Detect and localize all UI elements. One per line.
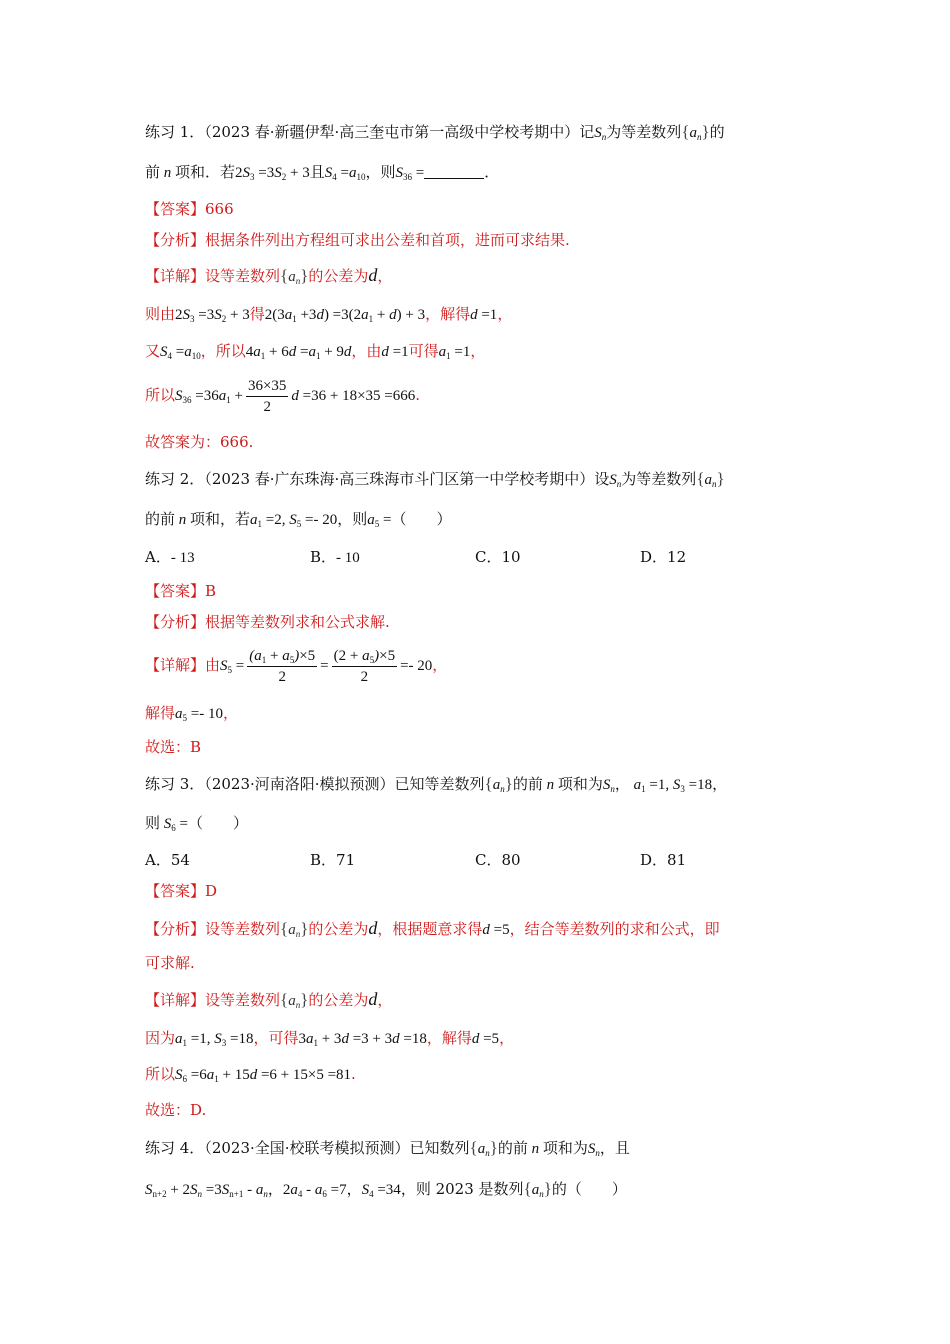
exercise-1-number: 练习 1． <box>145 123 205 141</box>
math-n: n <box>160 165 176 181</box>
text: 为等差数列 <box>621 470 697 488</box>
exercise-2-source: （2023 春·广东珠海·高三珠海市斗门区第一中学校考期中）设 <box>204 470 610 488</box>
exercise-3-final: 故选：D. <box>145 1101 207 1119</box>
text: ，结合等差数列的求和公式，即 <box>509 920 720 938</box>
text: ，由 <box>351 342 382 360</box>
text: 前 <box>145 163 161 181</box>
brace-right-icon: } <box>716 469 725 488</box>
option-b[interactable] <box>310 547 360 568</box>
option-a[interactable]: A．54 <box>145 851 190 869</box>
exercise-2-question-line-1 <box>145 469 725 490</box>
answer-blank <box>424 164 484 179</box>
brace-left-icon: { <box>696 469 705 488</box>
brace-left-icon: { <box>280 919 289 938</box>
math-sn: $S_n$ <box>587 1141 600 1158</box>
math-an: $a_n$ <box>288 993 301 1010</box>
text: 的前 <box>145 510 176 528</box>
text: ． <box>484 163 500 181</box>
math-sn: $S_n$ <box>609 472 622 489</box>
option-c[interactable]: C．10 <box>475 548 521 566</box>
text: ， <box>499 1029 515 1047</box>
text: ， <box>222 704 238 722</box>
math-condition: $a_1 =2$, $S_5 =- 20$ <box>250 512 338 529</box>
math-condition: $a_1 =1$, $S_3 =18$ <box>629 777 713 794</box>
fraction: $\frac{(a_1 + a_5)\times 5}{2}$ <box>249 648 316 686</box>
exercise-3-step-1 <box>145 1028 514 1049</box>
math-recurrence: $S_{n+2} + 2S_n =3S_{n+1} - a_n$ <box>145 1182 268 1199</box>
math-an: $a_n$ <box>531 1182 544 1199</box>
text: 项和，若 <box>190 510 251 528</box>
text: 的前 <box>497 1139 528 1157</box>
option-d[interactable]: D．81 <box>640 851 687 869</box>
text: 【详解】设等差数列 <box>145 991 281 1009</box>
exercise-3-analysis-line-2: 可求解. <box>145 954 195 972</box>
exercise-1-final: 故答案为：666. <box>145 433 254 451</box>
text: ，解得 <box>426 1029 472 1047</box>
math-d: d <box>368 989 378 1009</box>
math-equation: $S_{36} =36a_1$ + $\frac{36\times 35}{2}$ d =36 + 18×35 =666 <box>175 378 416 416</box>
text: ，则 <box>337 510 368 528</box>
text: 的 <box>709 123 725 141</box>
text: ，则 <box>365 163 396 181</box>
exercise-3-detail-head <box>145 989 392 1011</box>
brace-right-icon: } <box>300 919 309 938</box>
exercise-2-final: 故选：B <box>145 738 202 756</box>
brace-right-icon: } <box>489 1138 498 1157</box>
text: 项和为 <box>557 775 603 793</box>
math-an: $a_n$ <box>492 777 505 794</box>
math-an: $a_n$ <box>689 125 702 142</box>
brace-right-icon: } <box>300 990 309 1009</box>
exercise-1-detail-head <box>145 265 392 287</box>
text: 则 <box>145 814 161 832</box>
text: ， <box>712 775 728 793</box>
text: ， <box>470 342 486 360</box>
exercise-1-step-3 <box>145 374 420 417</box>
math-s36: $S_{36}$ = <box>395 165 425 182</box>
fraction: $\frac{(2 + a_5)\times 5}{2}$ <box>333 648 396 686</box>
exercise-1-answer: 【答案】666 <box>145 200 234 218</box>
text: （ ） <box>187 814 248 832</box>
brace-left-icon: { <box>280 990 289 1009</box>
math-result: d =5 <box>471 1031 500 1047</box>
math-equation: $4a_1 + 6d =a_1 + 9d$ <box>245 344 352 361</box>
math-n: n <box>527 1141 543 1157</box>
text: ， <box>377 991 393 1009</box>
exercise-2-analysis: 【分析】根据等差数列求和公式求解. <box>145 613 390 631</box>
text: ，则 2023 是数列 <box>400 1180 524 1198</box>
text: ，根据题意求得 <box>377 920 483 938</box>
text: . <box>415 386 421 404</box>
text: 的前 <box>512 775 543 793</box>
text: ， <box>377 267 393 285</box>
brace-left-icon: { <box>469 1138 478 1157</box>
math-s6: $S_6$ = <box>160 816 188 833</box>
text: 【详解】由 <box>145 656 221 674</box>
text: （ ） <box>391 510 452 528</box>
math-condition: $S_4 =34$ <box>361 1182 401 1199</box>
exercise-2-question-line-2 <box>145 509 451 530</box>
text: A． <box>145 548 171 566</box>
math-condition: $2S_3 =3S_2 + 3$ <box>235 165 310 182</box>
text: 所以 <box>145 386 176 404</box>
math-an: $a_n$ <box>288 922 301 939</box>
math-equation: $2S_3 =3S_2 + 3$ <box>175 307 250 324</box>
math-condition: $2a_4 - a_6 =7$ <box>282 1182 347 1199</box>
exercise-4-question-line-1 <box>145 1138 630 1159</box>
exercise-3-analysis <box>145 918 720 940</box>
option-a[interactable] <box>145 547 195 568</box>
exercise-3-step-2 <box>145 1064 356 1085</box>
text: 因为 <box>145 1029 176 1047</box>
brace-right-icon: } <box>300 266 309 285</box>
exercise-2-number: 练习 2． <box>145 470 205 488</box>
text: ， <box>267 1180 283 1198</box>
exercise-1-analysis: 【分析】根据条件列出方程组可求出公差和首项，进而可求结果. <box>145 231 570 249</box>
text: 【详解】设等差数列 <box>145 267 281 285</box>
option-b[interactable]: B．71 <box>310 851 356 869</box>
brace-right-icon: } <box>543 1179 552 1198</box>
exercise-3-answer: 【答案】D <box>145 882 218 900</box>
math-an: $a_n$ <box>288 269 301 286</box>
option-d[interactable]: D．12 <box>640 548 687 566</box>
math-equation: $3a_1 + 3d =3 + 3d =18$ <box>298 1031 427 1048</box>
math-sn: $S_n$ <box>594 125 607 142</box>
text: ， <box>497 305 513 323</box>
math-result: d =5 <box>482 922 510 938</box>
math-equation: d =1 <box>381 344 409 360</box>
math-an: $a_n$ <box>704 472 717 489</box>
exercise-3-question-line-1 <box>145 774 727 795</box>
math-a5: $a_5$ = <box>367 512 392 529</box>
text: 的公差为 <box>308 991 369 1009</box>
text: - 13 <box>170 550 195 566</box>
exercise-1-question-line-1 <box>145 122 725 143</box>
exercise-2-step-1 <box>145 703 238 724</box>
brace-left-icon: { <box>484 774 493 793</box>
math-equation: $2(3a_1 +3d) =3(2a_1 + d) + 3$ <box>264 307 426 324</box>
text: 可得 <box>408 342 439 360</box>
text: 的（ ） <box>551 1180 627 1198</box>
math-n: n <box>175 512 191 528</box>
brace-left-icon: { <box>681 122 690 141</box>
exercise-4-source: （2023·全国·校联考模拟预测）已知数列 <box>204 1139 470 1157</box>
text: 的公差为 <box>308 920 369 938</box>
exercise-3-source: （2023·河南洛阳·模拟预测）已知等差数列 <box>204 775 485 793</box>
exercise-1-source: （2023 春·新疆伊犁·高三奎屯市第一高级中学校考期中）记 <box>204 123 595 141</box>
exercise-3-question-line-2 <box>145 813 248 834</box>
text: 【分析】设等差数列 <box>145 920 281 938</box>
text: 项和为 <box>542 1139 588 1157</box>
brace-right-icon: } <box>504 774 513 793</box>
math-result: $a_1 =1$ <box>438 344 471 361</box>
math-condition: $a_1 =1$, $S_3 =18$ <box>175 1031 254 1048</box>
math-d: d <box>368 918 378 938</box>
math-sn: $S_n$ <box>602 777 615 794</box>
exercise-1-question-line-2: 前 n 项和．若$2S_3 =3S_2 + 3$且$S_4 =a_{10}$，则$S_{36}$ = ． <box>145 163 500 182</box>
math-equation: $S_4 =a_{10}$ <box>160 344 201 361</box>
text: 的公差为 <box>308 267 369 285</box>
text: ，且 <box>599 1139 630 1157</box>
exercise-2-detail <box>145 643 447 688</box>
brace-right-icon: } <box>701 122 710 141</box>
text: ，可得 <box>253 1029 299 1047</box>
exercise-3-number: 练习 3． <box>145 775 205 793</box>
text: 则由 <box>145 305 176 323</box>
math-equation: $S_5$ = $\frac{(a_1 + a_5)\times 5}{2}$ = $\frac{(2 + a_5)\times 5}{2}$ =- 20 <box>220 648 433 686</box>
text: ，解得 <box>425 305 471 323</box>
exercise-1-step-1 <box>145 304 512 325</box>
text: ， <box>346 1180 362 1198</box>
math-result: d =1 <box>470 307 498 323</box>
text: 又 <box>145 342 161 360</box>
text: - 10 <box>336 550 360 566</box>
math-an: $a_n$ <box>477 1141 490 1158</box>
text: 为等差数列 <box>606 123 682 141</box>
exercise-4-question-line-2 <box>145 1179 627 1200</box>
text: 项和．若 <box>175 163 236 181</box>
brace-left-icon: { <box>523 1179 532 1198</box>
text: ， <box>432 656 448 674</box>
fraction: $\frac{36\times 35}{2}$ <box>247 378 287 416</box>
exercise-4-number: 练习 4． <box>145 1139 205 1157</box>
text: B． <box>310 548 337 566</box>
text: 解得 <box>145 704 176 722</box>
math-equation: $S_6 =6a_1 + 15d =6 + 15\times 5 =81$ <box>175 1067 352 1084</box>
text: ，所以 <box>200 342 246 360</box>
option-c[interactable]: C．80 <box>475 851 521 869</box>
math-d: d <box>368 265 378 285</box>
text: ， <box>614 775 630 793</box>
text: . <box>351 1065 356 1083</box>
text: 得 <box>249 305 265 323</box>
text: 所以 <box>145 1065 176 1083</box>
math-result: $a_5 =- 10$ <box>175 706 223 723</box>
math-n: n <box>542 777 558 793</box>
exercise-1-step-2 <box>145 341 485 362</box>
brace-left-icon: { <box>280 266 289 285</box>
exercise-2-answer: 【答案】B <box>145 582 217 600</box>
